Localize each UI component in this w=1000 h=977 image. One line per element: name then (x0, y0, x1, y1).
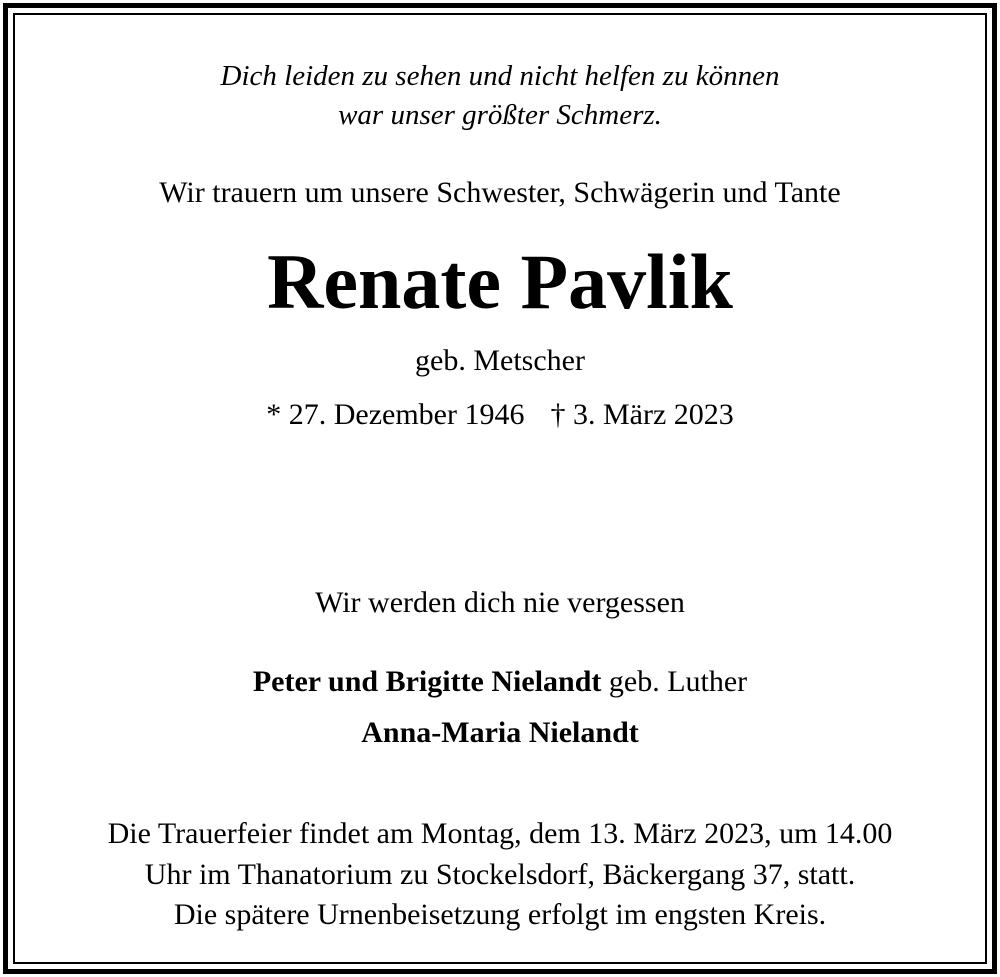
mourners-names: Peter und Brigitte Nielandt (252, 665, 602, 698)
quote-line-2: war unser größter Schmerz. (338, 99, 662, 131)
funeral-line-1: Die Trauerfeier findet am Montag, dem 13. März 2023, um 14.00 (107, 817, 893, 850)
mourners-line-2: Anna-Maria Nielandt (361, 716, 639, 749)
intro-text: Wir trauern um unsere Schwester, Schwägerin und Tante (159, 176, 841, 209)
deceased-name: Renate Pavlik (267, 238, 733, 325)
life-dates (0, 400, 1000, 430)
maiden-name: geb. Metscher (415, 344, 585, 377)
mourners-maiden-name: geb. Luther (601, 665, 748, 698)
funeral-line-3: Die spätere Urnenbeisetzung erfolgt im engsten Kreis. (173, 898, 827, 931)
death-date: † 3. März 2023 (550, 398, 734, 431)
farewell-text: Wir werden dich nie vergessen (315, 586, 685, 619)
mourners-line-1 (0, 667, 1000, 697)
quote-line-1: Dich leiden zu sehen und nicht helfen zu können (220, 60, 780, 92)
funeral-line-2: Uhr im Thanatorium zu Stockelsdorf, Bäckergang 37, statt. (144, 858, 856, 891)
birth-date: * 27. Dezember 1946 (266, 398, 525, 431)
